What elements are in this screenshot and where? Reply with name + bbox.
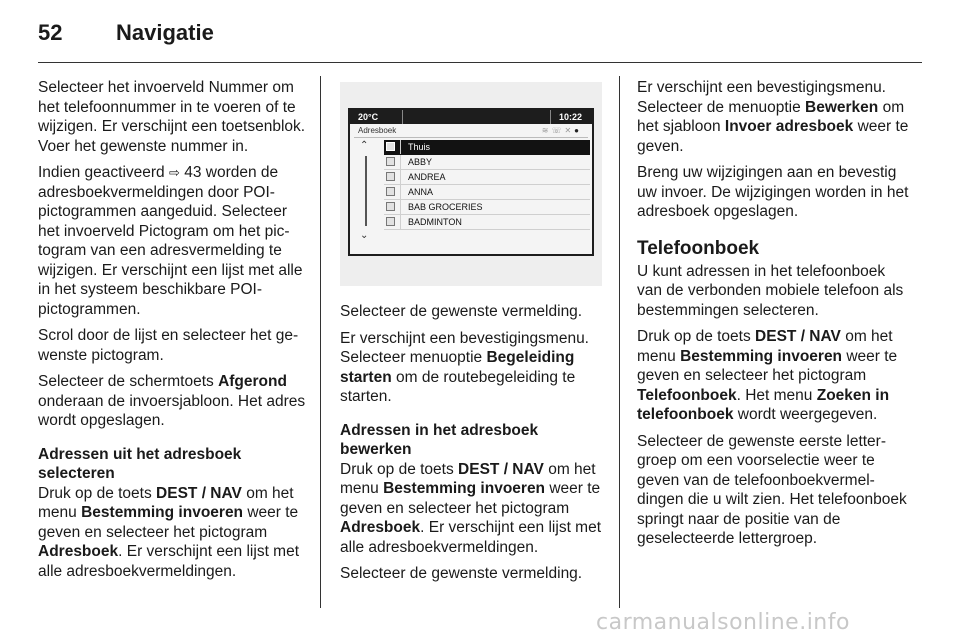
paragraph xyxy=(637,78,909,156)
paragraph xyxy=(38,372,308,431)
bold-term: Adresboek xyxy=(340,519,421,536)
text: Druk op de toets xyxy=(637,328,756,345)
paragraph: Selecteer de gewenste vermelding. xyxy=(340,565,583,582)
chevron-up-icon[interactable]: ⌃ xyxy=(360,140,369,151)
list-item-label: BAB GROCERIES xyxy=(408,202,483,212)
text: weer te geven en selecteer het pictogram xyxy=(38,504,299,541)
page-reference[interactable]: 43 xyxy=(184,164,202,181)
paragraph: Scrol door de lijst en selecteer het gewenste pictogram. xyxy=(38,327,299,364)
text: om de routebegeleiding te starten. xyxy=(340,368,576,405)
text: . Er verschijnt een lijst met alle adresboekvermeldingen. xyxy=(38,543,300,580)
text: onderaan de invoersjabloon. Het adres wordt opgeslagen. xyxy=(38,392,306,429)
entry-divider xyxy=(400,140,401,154)
contact-icon xyxy=(386,172,395,181)
display-screen xyxy=(348,108,594,256)
clock-readout: 10:22 xyxy=(558,112,582,122)
mute-icon: ✕ xyxy=(564,126,575,135)
entry-divider xyxy=(400,200,401,214)
list-item[interactable] xyxy=(384,170,590,185)
bold-term: Begeleiding starten xyxy=(340,349,575,386)
status-separator xyxy=(402,110,403,124)
list-item[interactable] xyxy=(384,215,590,230)
list-item-label: ABBY xyxy=(408,157,433,167)
subheading: Adressen uit het adresboek selecteren xyxy=(38,445,242,482)
list-item-label: BADMINTON xyxy=(408,217,462,227)
bold-term: Afgerond xyxy=(218,373,287,390)
text: om het menu xyxy=(38,484,294,521)
bold-term: Invoer adresboek xyxy=(724,118,854,135)
home-icon xyxy=(386,142,395,151)
paragraph xyxy=(38,484,308,582)
entry-divider xyxy=(400,170,401,184)
bold-term: Bewerken xyxy=(805,98,879,116)
bold-term: Telefoonboek xyxy=(637,386,737,404)
text: weer te geven en selecteer het pictogram xyxy=(340,480,601,517)
paragraph: Selecteer het invoerveld Nummer om het telefoonnummer in te voeren of te wijzigen. Er verschijnt een toetsenblok. Voer het gewenste nummer in. xyxy=(38,79,306,155)
paragraph: Breng uw wijzigingen aan en bevestig uw invoer. De wijzigingen worden in het adresboek opgeslagen. xyxy=(637,164,909,220)
contact-icon xyxy=(386,187,395,196)
list-item-label: ANDREA xyxy=(408,172,446,182)
subheading: Adressen in het adresboek bewerken xyxy=(340,421,539,458)
signal-icon: ≋ xyxy=(541,126,552,135)
page-title: Navigatie xyxy=(116,20,214,45)
entry-divider xyxy=(400,215,401,229)
header-rule xyxy=(38,62,922,63)
text: Selecteer de schermtoets xyxy=(38,373,219,390)
section-heading: Telefoonboek xyxy=(637,237,760,259)
text: Druk op de toets xyxy=(340,460,459,478)
bold-term: Zoeken in telefoonboek xyxy=(637,386,890,423)
text: om het sjabloon xyxy=(637,98,905,135)
list-item[interactable] xyxy=(384,155,590,170)
address-book-screen-figure xyxy=(340,82,602,286)
screen-title: Adresboek xyxy=(358,126,397,135)
paragraph: Selecteer de gewenste vermelding. xyxy=(340,303,583,320)
contact-icon xyxy=(386,157,395,166)
paragraph: U kunt adressen in het telefoonboek van de verbonden mobiele telefoon als bestemmingen selecteren. xyxy=(637,262,904,319)
phone-icon: ☏ xyxy=(551,126,565,135)
list-item[interactable] xyxy=(384,200,590,215)
text: . Het menu xyxy=(736,386,817,404)
paragraph: Selecteer de gewenste eerste lettergroep om een voorselectie weer te geven van de telefoonboekvermeldingen die u wilt zien. Het telefoonboek springt naar de positie van de geselecteerde lettergroep. xyxy=(637,432,907,547)
bold-term: Bestemming invoeren xyxy=(81,504,244,521)
paragraph xyxy=(340,460,606,558)
entry-divider xyxy=(400,155,401,169)
paragraph xyxy=(340,329,606,407)
list-item[interactable] xyxy=(384,140,590,155)
text: om het menu xyxy=(637,328,893,365)
list-item-label: Thuis xyxy=(408,142,431,152)
column-2 xyxy=(340,302,606,591)
text: Er verschijnt een bevestigingsmenu. Selecteer menuoptie xyxy=(340,329,589,366)
column-divider-left xyxy=(320,76,321,608)
scroll-track[interactable] xyxy=(365,156,367,226)
bluetooth-icon: ● xyxy=(574,126,582,135)
paragraph xyxy=(637,327,909,425)
text: . Er verschijnt een lijst met alle adresboekvermeldingen. xyxy=(340,519,602,556)
column-3 xyxy=(637,78,909,556)
text: weer te geven en selecteer het pictogram xyxy=(637,347,898,384)
text: worden de adresboekvermeldingen door POI-pictogrammen aangeduid. Selecteer het invoerveld Pictogram om het pictogram van een adresvermelding te wijzigen. Er verschijnt een lijst met alle in het systeem beschikbare POI-pictogrammen. xyxy=(38,164,303,318)
watermark: carmanualsonline.info xyxy=(596,610,850,635)
bold-term: Bestemming invoeren xyxy=(680,347,843,365)
text: Indien geactiveerd xyxy=(38,164,169,181)
page-number: 52 xyxy=(38,20,63,45)
column-1 xyxy=(38,78,308,588)
column-divider-right xyxy=(619,76,620,608)
bold-term: DEST / NAV xyxy=(156,484,242,502)
bold-term: DEST / NAV xyxy=(755,328,841,345)
paragraph xyxy=(38,163,308,319)
text: Er verschijnt een bevestigingsmenu. Selecteer de menuoptie xyxy=(637,79,886,116)
title-rule xyxy=(354,137,588,138)
text: weer te geven. xyxy=(637,118,909,155)
status-icons xyxy=(542,126,582,135)
sports-poi-icon xyxy=(386,217,395,226)
bold-term: Bestemming invoeren xyxy=(383,480,546,497)
bold-term: DEST / NAV xyxy=(458,460,544,478)
status-bar xyxy=(350,110,592,124)
text: om het menu xyxy=(340,460,596,497)
text: Druk op de toets xyxy=(38,484,157,502)
grocery-poi-icon xyxy=(386,202,395,211)
entry-divider xyxy=(400,185,401,199)
bold-term: Adresboek xyxy=(38,543,119,560)
list-item[interactable] xyxy=(384,185,590,200)
list-item-label: ANNA xyxy=(408,187,434,197)
chevron-down-icon[interactable]: ⌄ xyxy=(360,230,369,241)
status-separator xyxy=(550,110,551,124)
page-reference-arrow-icon: ⇨ xyxy=(168,165,180,180)
scrollbar[interactable] xyxy=(356,140,374,250)
text: wordt weergegeven. xyxy=(733,406,878,423)
temperature-readout: 20°C xyxy=(358,112,379,122)
